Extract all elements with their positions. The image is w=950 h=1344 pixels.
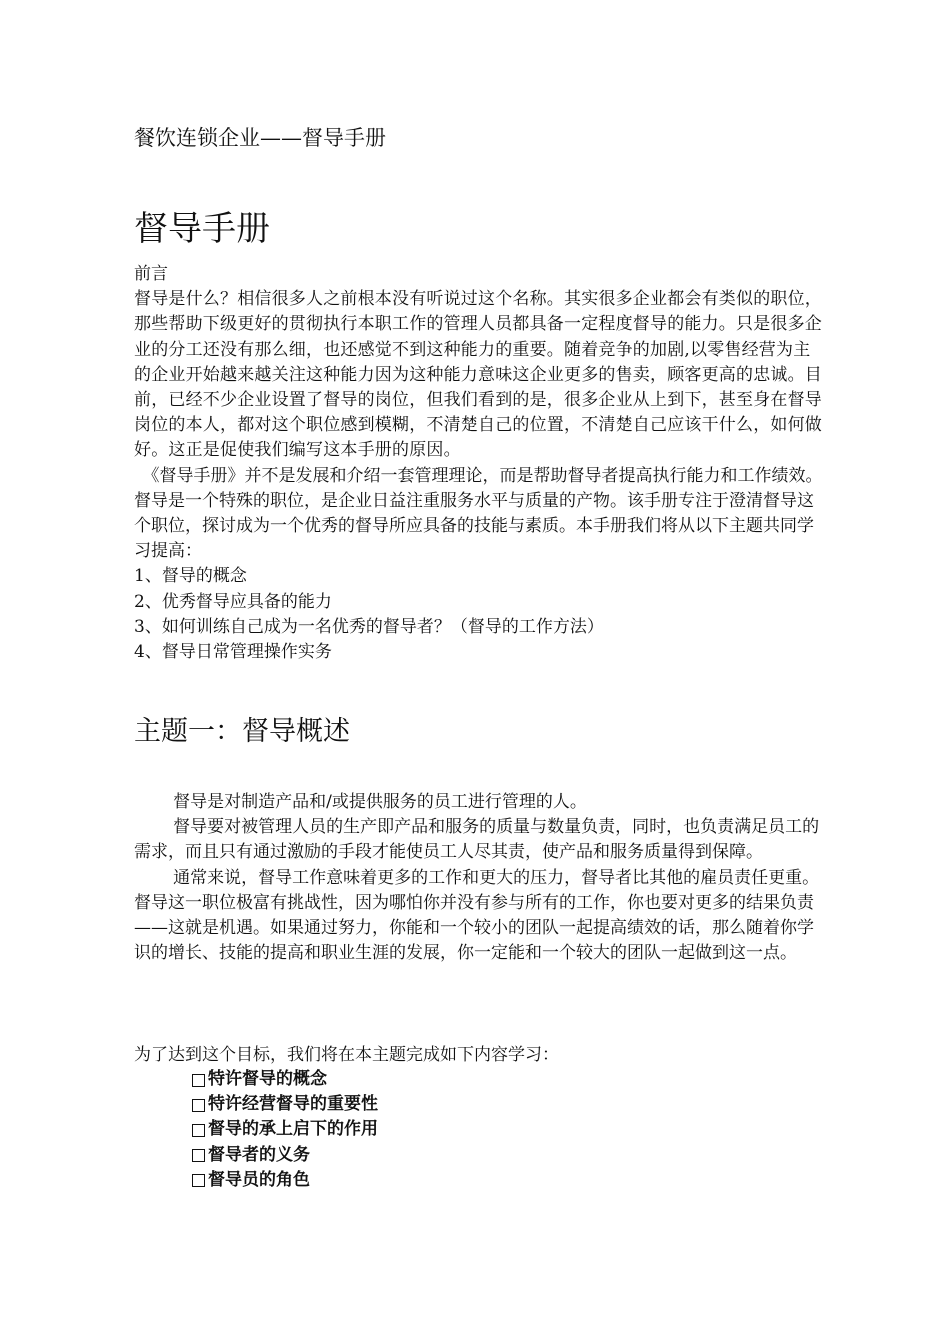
checkbox-icon bbox=[192, 1124, 205, 1137]
section-paragraph: 督导要对被管理人员的生产即产品和服务的质量与数量负责，同时，也负责满足员工的需求，而且只有通过激励的手段才能使员工人尽其责，使产品和服务质量得到保障。 bbox=[134, 817, 820, 863]
checkbox-icon bbox=[192, 1174, 205, 1187]
goal-item bbox=[192, 1168, 378, 1193]
topic-list bbox=[134, 564, 824, 665]
checkbox-icon bbox=[192, 1074, 205, 1087]
checkbox-icon bbox=[192, 1099, 205, 1112]
goal-item bbox=[192, 1067, 378, 1092]
section-body bbox=[134, 790, 824, 966]
goal-item-label: 特许经营督导的重要性 bbox=[208, 1094, 378, 1115]
goal-intro-text: 为了达到这个目标，我们将在本主题完成如下内容学习： bbox=[134, 1045, 559, 1065]
main-heading: 督导手册 bbox=[134, 209, 270, 249]
preface-paragraph-1: 督导是什么？相信很多人之前根本没有听说过这个名称。其实很多企业都会有类似的职位，那些帮助下级更好的贯彻执行本职工作的管理人员都具备一定程度督导的能力。只是很多企业的分工还没有那么细，也还感觉不到这种能力的重要。随着竞争的加剧,以零售经营为主的企业开始越来越关注这种能力因为这种能力意味这企业更多的售卖，顾客更高的忠诚。目前，已经不少企业设置了督导的岗位，但我们看到的是，很多企业从上到下，甚至身在督导岗位的本人，都对这个职位感到模糊，不清楚自己的位置，不清楚自己应该干什么，如何做好。这正是促使我们编写这本手册的原因。 bbox=[134, 289, 822, 461]
document-title: 餐饮连锁企业——督导手册 bbox=[134, 126, 386, 150]
topic-item: 2、优秀督导应具备的能力 bbox=[134, 591, 332, 612]
goal-item-label: 督导员的角色 bbox=[208, 1169, 310, 1190]
checkbox-icon bbox=[192, 1149, 205, 1162]
goal-item-label: 督导的承上启下的作用 bbox=[208, 1119, 378, 1140]
section-paragraph: 通常来说，督导工作意味着更多的工作和更大的压力，督导者比其他的雇员责任更重。督导这一职位极富有挑战性，因为哪怕你并没有参与所有的工作，你也要对更多的结果负责——这就是机遇。如果通过努力，你能和一个较小的团队一起提高绩效的话，那么随着你学识的增长、技能的提高和职业生涯的发展，你一定能和一个较大的团队一起做到这一点。 bbox=[134, 867, 820, 964]
preface-paragraph-2: 《督导手册》并不是发展和介绍一套管理理论，而是帮助督导者提高执行能力和工作绩效。督导是一个特殊的职位，是企业日益注重服务水平与质量的产物。该手册专注于澄清督导这个职位，探讨成为一个优秀的督导所应具备的技能与素质。本手册我们将从以下主题共同学习提高： bbox=[134, 465, 823, 562]
goal-item-label: 特许督导的概念 bbox=[208, 1069, 327, 1089]
goal-item bbox=[192, 1092, 378, 1117]
goal-list bbox=[192, 1067, 378, 1193]
goal-item bbox=[192, 1117, 378, 1142]
goal-item-label: 督导者的义务 bbox=[208, 1144, 310, 1165]
goal-item bbox=[192, 1143, 378, 1168]
topic-item: 4、督导日常管理操作实务 bbox=[134, 642, 332, 663]
preface-section bbox=[134, 262, 824, 665]
section-heading: 主题一：督导概述 bbox=[134, 716, 350, 747]
topic-item: 3、如何训练自己成为一名优秀的督导者？（督导的工作方法） bbox=[134, 616, 604, 637]
section-paragraph: 督导是对制造产品和/或提供服务的员工进行管理的人。 bbox=[173, 792, 587, 812]
topic-item: 1、督导的概念 bbox=[134, 566, 247, 587]
goal-intro bbox=[134, 1043, 824, 1068]
preface-label: 前言 bbox=[134, 264, 168, 284]
